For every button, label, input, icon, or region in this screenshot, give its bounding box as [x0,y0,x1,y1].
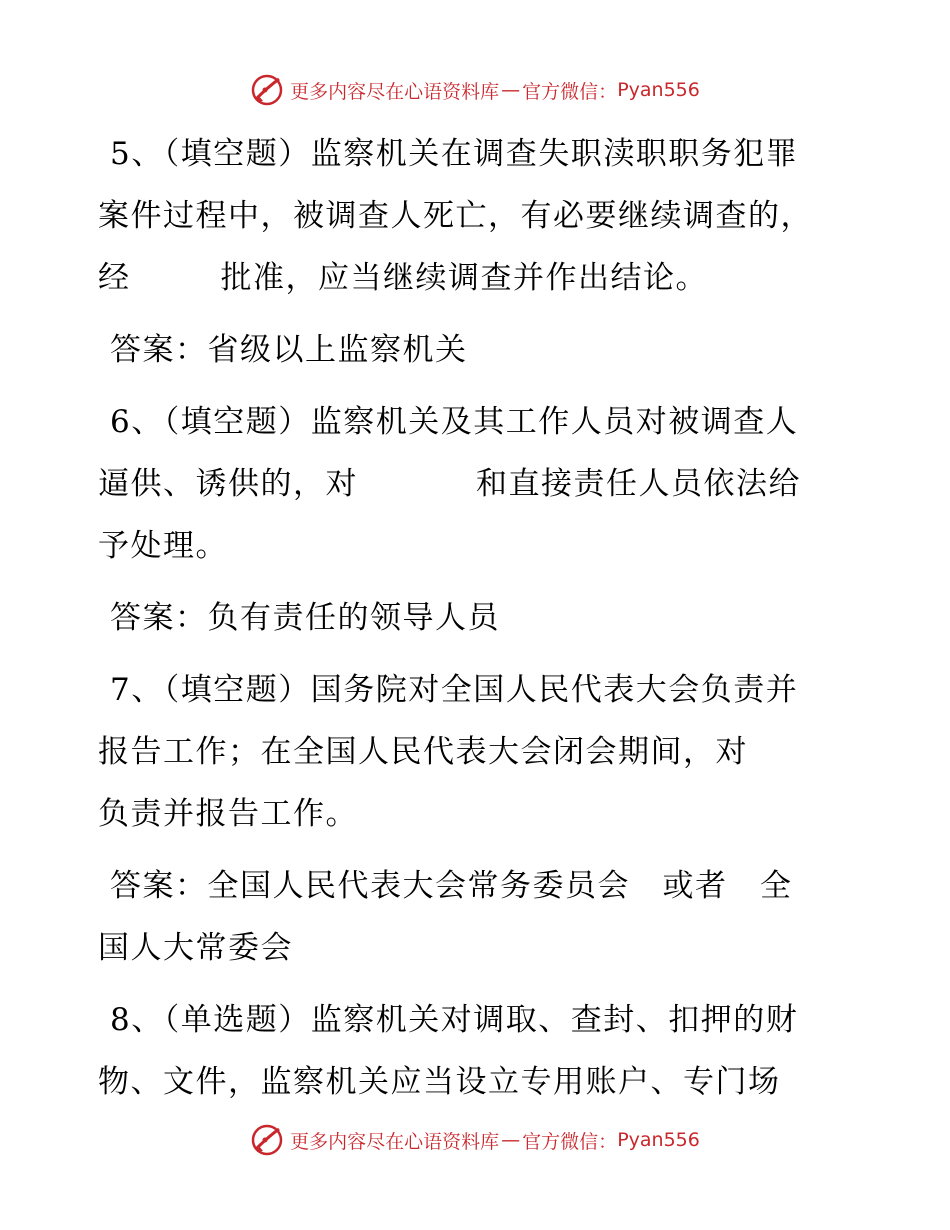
footer-separator: — [501,1129,521,1151]
question-6 [98,391,858,577]
header-banner [0,68,950,112]
header-wechat-id: Pyan556 [617,79,700,101]
footer-wechat-label: 官方微信： [522,1130,618,1153]
question-line: 予处理。 [98,528,228,564]
question-text: 批准，应当继续调查并作出结论。 [220,260,708,296]
question-line: 负责并报告工作。 [98,796,358,832]
footer-banner [0,1118,950,1162]
answer-line: 国人大常委会 [98,930,293,966]
document-body [98,123,858,1113]
question-line: 7、（填空题）国务院对全国人民代表大会负责并 [110,672,799,708]
question-7 [98,659,858,845]
header-wechat-label: 官方微信： [522,80,618,103]
answer-7 [98,855,858,979]
question-line: 报告工作；在全国人民代表大会闭会期间，对 [98,734,748,770]
question-line: 物、文件，监察机关应当设立专用账户、专门场 [98,1064,781,1100]
question-8 [98,989,858,1113]
header-separator: — [501,79,521,101]
brush-logo-icon [250,73,284,107]
answer-6: 答案：负有责任的领导人员 [110,600,500,636]
question-text: 经 [98,260,131,296]
question-line: 5、（填空题）监察机关在调查失职渎职职务犯罪 [110,136,799,172]
footer-wechat-id: Pyan556 [617,1129,700,1151]
question-line: 6、（填空题）监察机关及其工作人员对被调查人 [110,404,799,440]
question-line [98,247,858,309]
question-5 [98,123,858,309]
question-line: 案件过程中，被调查人死亡，有必要继续调查的， [98,198,813,234]
header-site-text: 更多内容尽在心语资料库 [290,80,500,103]
question-text: 和直接责任人员依法给 [476,466,801,502]
brush-logo-icon [250,1123,284,1157]
answer-5: 答案：省级以上监察机关 [110,332,468,368]
answer-line: 答案：全国人民代表大会常务委员会 或者 全 [110,868,793,904]
question-text: 逼供、诱供的，对 [98,466,358,502]
question-line: 8、（单选题）监察机关对调取、查封、扣押的财 [110,1002,799,1038]
footer-site-text: 更多内容尽在心语资料库 [290,1130,500,1153]
question-line [98,453,858,515]
